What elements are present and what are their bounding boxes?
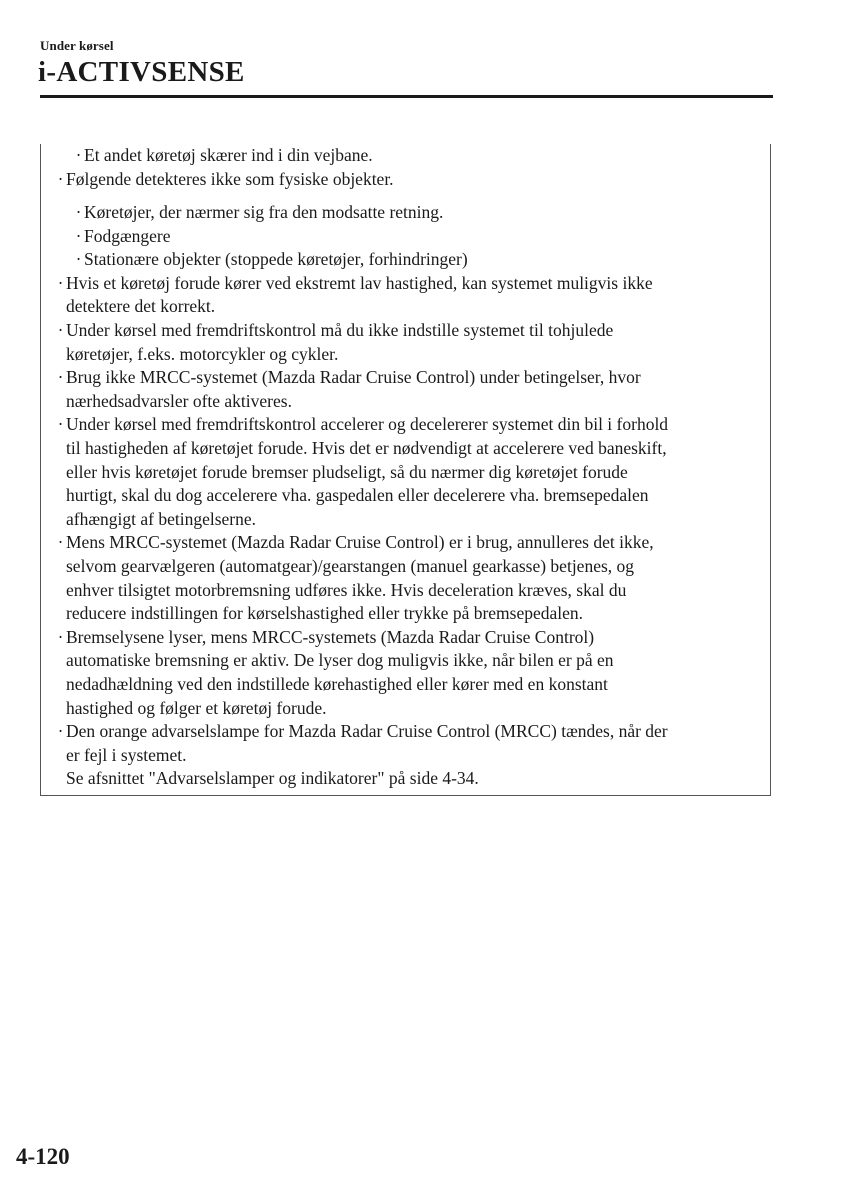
list-item	[55, 413, 668, 437]
page-number: 4-120	[16, 1144, 70, 1169]
list-item	[55, 272, 653, 296]
sub-list-item	[73, 248, 468, 272]
list-item-continuation: enhver tilsigtet motorbremsning udføres ikke. Hvis deceleration kræves, skal du	[66, 579, 627, 600]
list-item	[55, 720, 668, 744]
sub-list-item	[73, 225, 171, 249]
list-item	[55, 531, 654, 555]
sub-list-item	[73, 144, 373, 168]
list-item	[55, 366, 641, 390]
title-divider	[40, 95, 773, 98]
chapter-title: i-ACTIVSENSE	[38, 56, 245, 88]
bullet-glyph: ·	[57, 721, 64, 742]
list-item-text: Et andet køretøj skærer ind i din vejbane.	[84, 145, 373, 165]
list-item-continuation: reducere indstillingen for kørselshastighed eller trykke på bremsepedalen.	[66, 603, 584, 624]
list-item-text: Under kørsel med fremdriftskontrol accelerer og decelererer systemet din bil i forhold	[66, 414, 669, 435]
list-item-continuation: til hastigheden af køretøjet forude. Hvis det er nødvendigt at accelerere ved baneskift,	[66, 438, 667, 458]
list-item-continuation: køretøjer, f.eks. motorcykler og cykler.	[66, 343, 339, 364]
list-item-text: Følgende detekteres ikke som fysiske objekter.	[66, 169, 394, 189]
bullet-glyph: ·	[75, 225, 82, 246]
list-item-text: Hvis et køretøj forude kører ved ekstremt lav hastighed, kan systemet muligvis ikke	[66, 272, 653, 293]
bullet-glyph: ·	[57, 626, 64, 647]
list-item-text: Køretøjer, der nærmer sig fra den modsatte retning.	[84, 202, 444, 222]
list-item-continuation: nedadhældning ved den indstillede kørehastighed eller kører med en konstant	[66, 674, 608, 694]
bullet-glyph: ·	[75, 145, 82, 165]
list-item-text: Stationære objekter (stoppede køretøjer, forhindringer)	[84, 249, 468, 270]
list-item-continuation: automatiske bremsning er aktiv. De lyser dog muligvis ikke, når bilen er på en	[66, 650, 614, 671]
section-label: Under kørsel	[40, 38, 114, 53]
list-item-text: Fodgængere	[84, 225, 171, 246]
list-item-text: Mens MRCC-systemet (Mazda Radar Cruise Control) er i brug, annulleres det ikke,	[66, 532, 654, 553]
list-item	[55, 319, 613, 343]
bullet-glyph: ·	[57, 169, 64, 189]
list-item-continuation: er fejl i systemet.	[66, 744, 187, 765]
list-item-text: Under kørsel med fremdriftskontrol må du ikke indstille systemet til tohjulede	[66, 320, 614, 340]
bullet-glyph: ·	[75, 249, 82, 270]
bullet-glyph: ·	[57, 320, 64, 340]
list-item-continuation: afhængigt af betingelserne.	[66, 508, 257, 529]
bullet-glyph: ·	[57, 272, 64, 293]
list-item-continuation: hastighed og følger et køretøj forude.	[66, 697, 327, 718]
cross-reference: Se afsnittet "Advarselslamper og indikatorer" på side 4-34.	[66, 768, 479, 789]
list-item-continuation: eller hvis køretøjet forude bremser pludseligt, så du nærmer dig køretøjet forude	[66, 461, 628, 482]
list-item-text: Brug ikke MRCC-systemet (Mazda Radar Cruise Control) under betingelser, hvor	[66, 367, 641, 388]
bullet-glyph: ·	[57, 532, 64, 553]
sub-list-item	[73, 201, 443, 225]
list-item-text: Den orange advarselslampe for Mazda Radar Cruise Control (MRCC) tændes, når der	[66, 721, 668, 742]
list-item-continuation: nærhedsadvarsler ofte aktiveres.	[66, 390, 292, 411]
list-item	[55, 626, 594, 650]
bullet-glyph: ·	[75, 202, 82, 222]
list-item-text: Bremselysene lyser, mens MRCC-systemets (Mazda Radar Cruise Control)	[66, 626, 595, 647]
list-item-continuation: hurtigt, skal du dog accelerere vha. gaspedalen eller decelerere vha. bremsepedalen	[66, 485, 649, 506]
bullet-glyph: ·	[57, 414, 64, 435]
list-item	[55, 168, 394, 192]
list-item-continuation: detektere det korrekt.	[66, 296, 216, 317]
list-item-continuation: selvom gearvælgeren (automatgear)/gearstangen (manuel gearkasse) betjenes, og	[66, 556, 635, 576]
bullet-glyph: ·	[57, 367, 64, 388]
